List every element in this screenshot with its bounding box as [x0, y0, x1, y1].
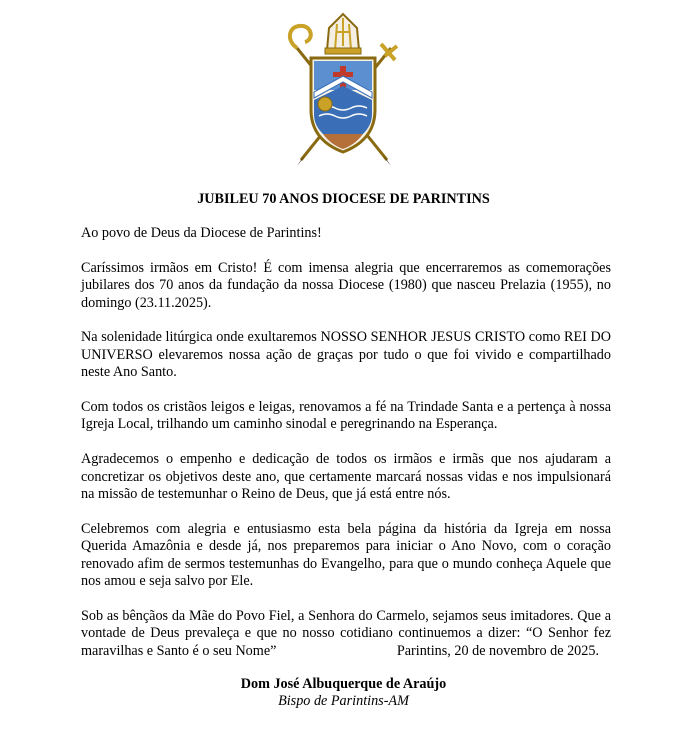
coat-of-arms-icon: [283, 10, 403, 170]
signatory-role: Bispo de Parintins-AM: [278, 693, 409, 710]
paragraph: Celebremos com alegria e entusiasmo esta bela página da história da Igreja em nossa Querida Amazônia e desde já, nos preparemos para iniciar o Ano Novo, com o coração renovado afim de sermos testemunhas do Evangelho, para que o mundo conheça Aquele que nos amou e seja salvo por Ele.: [81, 520, 611, 590]
paragraph: Agradecemos o empenho e dedicação de todos os irmãos e irmãs que nos ajudaram a concretizar os objetivos deste ano, que certamente marcará nossas vidas e nos impulsionará na missão de testemunhar o Reino de Deus, que já está entre nós.: [81, 451, 611, 503]
signature-block: [0, 676, 687, 711]
paragraph: Sob as bênçãos da Mãe do Povo Fiel, a Senhora do Carmelo, sejamos seus imitadores. Que a vontade de Deus prevaleça e que no nosso cotidiano continuemos a dizer: “O Senhor fez maravilhas e Santo é o seu Nome”: [81, 607, 611, 659]
letter-body: [81, 225, 611, 677]
mitre-icon: [325, 14, 361, 54]
letter-title: JUBILEU 70 ANOS DIOCESE DE PARINTINS: [197, 191, 490, 207]
paragraph: Com todos os cristãos leigos e leigas, renovamos a fé na Trindade Santa e a pertença à nossa Igreja Local, trilhando um caminho sinodal e peregrinando na Esperança.: [81, 399, 611, 433]
greeting: Ao povo de Deus da Diocese de Parintins!: [81, 225, 322, 241]
paragraph: Na solenidade litúrgica onde exultaremos NOSSO SENHOR JESUS CRISTO como REI DO UNIVERSO elevaremos nossa ação de graças por tudo o que foi vivido e compartilhado neste Ano Santo.: [81, 329, 611, 381]
date-line: Parintins, 20 de novembro de 2025.: [396, 643, 599, 659]
shield-icon: [311, 58, 375, 152]
signatory-name: Dom José Albuquerque de Araújo: [240, 676, 447, 692]
paragraph: Caríssimos irmãos em Cristo! É com imensa alegria que encerraremos as comemorações jubilares dos 70 anos da fundação da nossa Diocese (1980) que nasceu Prelazia (1955), no domingo (23.11.2025).: [81, 259, 611, 311]
